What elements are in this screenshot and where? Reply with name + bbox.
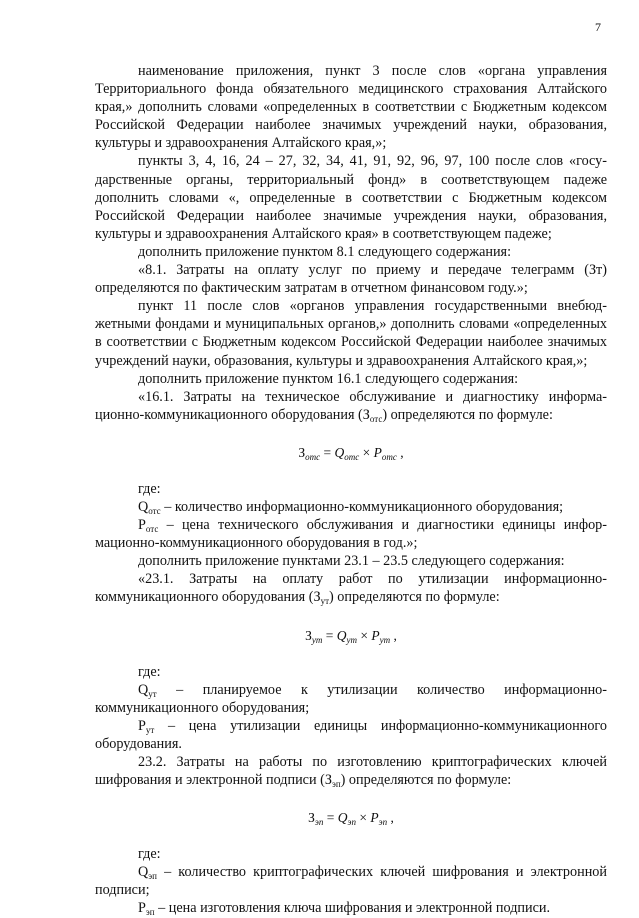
symbol-subscript: отс [369, 413, 383, 424]
formula-lhs: З [305, 627, 312, 643]
paragraph: дополнить приложение пунктами 23.1 – 23.5 следующего содержания: [138, 553, 565, 570]
paragraph-text: ) определяются по формуле: [329, 589, 500, 606]
definition-text: – цена технического обслуживания и диагностики единицы информационно-коммуникационного оборудования в год.»; [95, 517, 607, 552]
symbol-subscript: отс [145, 524, 159, 535]
formula-var-p: P [370, 810, 379, 826]
paragraph-text: 23.2. Затраты на работы по изготовлению криптографических ключей шифрования и электронной подписи ( [95, 754, 607, 789]
paragraph: наименование приложения, пункт 3 после слов «органа управления Территориального фонда обязательного медицинского страхования Алтайского края,» дополнить словами «определенных в соответствии с Бюджетным кодексом Российской Федерации наиболее значимых учреждений науки, образования, культуры и здравоохранения Алтайского края,»; [95, 63, 607, 152]
formula-lhs-sub: ут [311, 634, 323, 645]
definition [95, 681, 607, 717]
formula-var-q-sub: ут [346, 634, 357, 645]
document-body [95, 62, 607, 918]
formula [95, 627, 607, 645]
formula-var-q-sub: эп [347, 817, 356, 828]
formula-tail: , [390, 627, 397, 643]
symbol: Q [138, 498, 149, 515]
formula-times: × [357, 627, 372, 643]
formula-var-q: Q [336, 627, 347, 643]
symbol: З [324, 772, 332, 789]
definition-text: – планируемое к утилизации количество информационно-коммуникационного оборудования; [95, 681, 607, 716]
formula-eq: = [322, 627, 337, 643]
formula-var-p: P [373, 444, 382, 460]
symbol: Р [138, 517, 146, 534]
symbol: Р [138, 717, 146, 734]
definition [95, 498, 607, 516]
paragraph-text: ) определяются по формуле: [340, 772, 512, 789]
symbol: Р [138, 900, 146, 917]
symbol-subscript: ут [148, 688, 157, 699]
paragraph [95, 753, 607, 789]
formula [95, 444, 607, 462]
symbol-subscript: отс [148, 505, 161, 516]
formula-lhs: З [308, 810, 315, 826]
formula-times: × [359, 444, 374, 460]
formula-times: × [355, 810, 371, 826]
paragraph: дополнить приложение пунктом 16.1 следующего содержания: [138, 370, 519, 387]
symbol: Q [138, 864, 149, 881]
formula-eq: = [323, 810, 338, 826]
formula-var-q-sub: отс [344, 451, 360, 462]
symbol-subscript: ут [145, 724, 155, 735]
definition [95, 899, 607, 917]
formula-tail: , [387, 810, 394, 826]
formula-var-p-sub: эп [378, 817, 388, 828]
paragraph [95, 570, 607, 606]
formula-lhs-sub: эп [314, 817, 324, 828]
symbol-subscript: эп [331, 779, 341, 790]
formula-var-q: Q [337, 810, 348, 826]
definition [95, 717, 607, 753]
paragraph: дополнить приложение пунктом 8.1 следующего содержания: [138, 243, 512, 260]
formula-lhs-sub: отс [305, 451, 321, 462]
paragraph [95, 388, 607, 424]
definition [95, 516, 607, 552]
symbol: З [313, 589, 321, 606]
formula-tail: , [396, 444, 404, 460]
symbol-subscript: эп [148, 871, 157, 882]
definition-text: – цена утилизации единицы информационно-коммуникационного оборудования. [95, 717, 607, 752]
symbol-subscript: ут [320, 596, 330, 607]
formula-eq: = [320, 444, 335, 460]
formula-lhs: З [298, 444, 306, 460]
formula-var-q: Q [334, 444, 345, 460]
paragraph: пункты 3, 4, 16, 24 – 27, 32, 34, 41, 91, 92, 96, 97, 100 после слов «государственные органы, территориальный фонд» в соответствующем падеже дополнить словами «, определенные в соответствии с Бюджетным кодексом Российской Федерации наиболее значимые учреждения науки, образования, культуры и здравоохранения Алтайского края» в соответствующем падеже; [95, 153, 607, 242]
paragraph-text: ) определяются по формуле: [382, 406, 553, 423]
paragraph-text: «16.1. Затраты на техническое обслуживание и диагностику информационно-коммуникационного оборудования ( [95, 388, 607, 423]
paragraph: пункт 11 после слов «органов управления государственными внебюджетными фондами и муниципальных органов,» дополнить словами «определенных в соответствии с Бюджетным кодексом Российской Федерации наиболее значимых учреждений науки, образования, культуры и здравоохранения Алтайского края,»; [95, 298, 607, 369]
definition-text: – цена изготовления ключа шифрования и электронной подписи. [154, 900, 551, 917]
where-label: где: [138, 846, 161, 863]
definition-text: – количество информационно-коммуникационного оборудования; [160, 498, 564, 515]
page-number: 7 [595, 20, 601, 34]
paragraph-text: «23.1. Затраты на оплату работ по утилизации информационно-коммуникационного оборудования ( [95, 571, 607, 606]
where-label: где: [138, 663, 161, 680]
formula-var-p-sub: отс [381, 451, 397, 462]
where-label: где: [138, 480, 161, 497]
formula-var-p: P [371, 627, 380, 643]
definition-text: – количество криптографических ключей шифрования и электронной подписи; [95, 864, 607, 899]
symbol-subscript: эп [145, 907, 155, 918]
formula [95, 809, 607, 827]
definition [95, 863, 607, 899]
paragraph: «8.1. Затраты на оплату услуг по приему и передаче телеграмм (Зт) определяются по фактическим затратам в отчетном финансовом году.»; [95, 262, 607, 297]
symbol: З [362, 406, 370, 423]
symbol: Q [138, 681, 149, 698]
formula-var-p-sub: ут [379, 634, 391, 645]
